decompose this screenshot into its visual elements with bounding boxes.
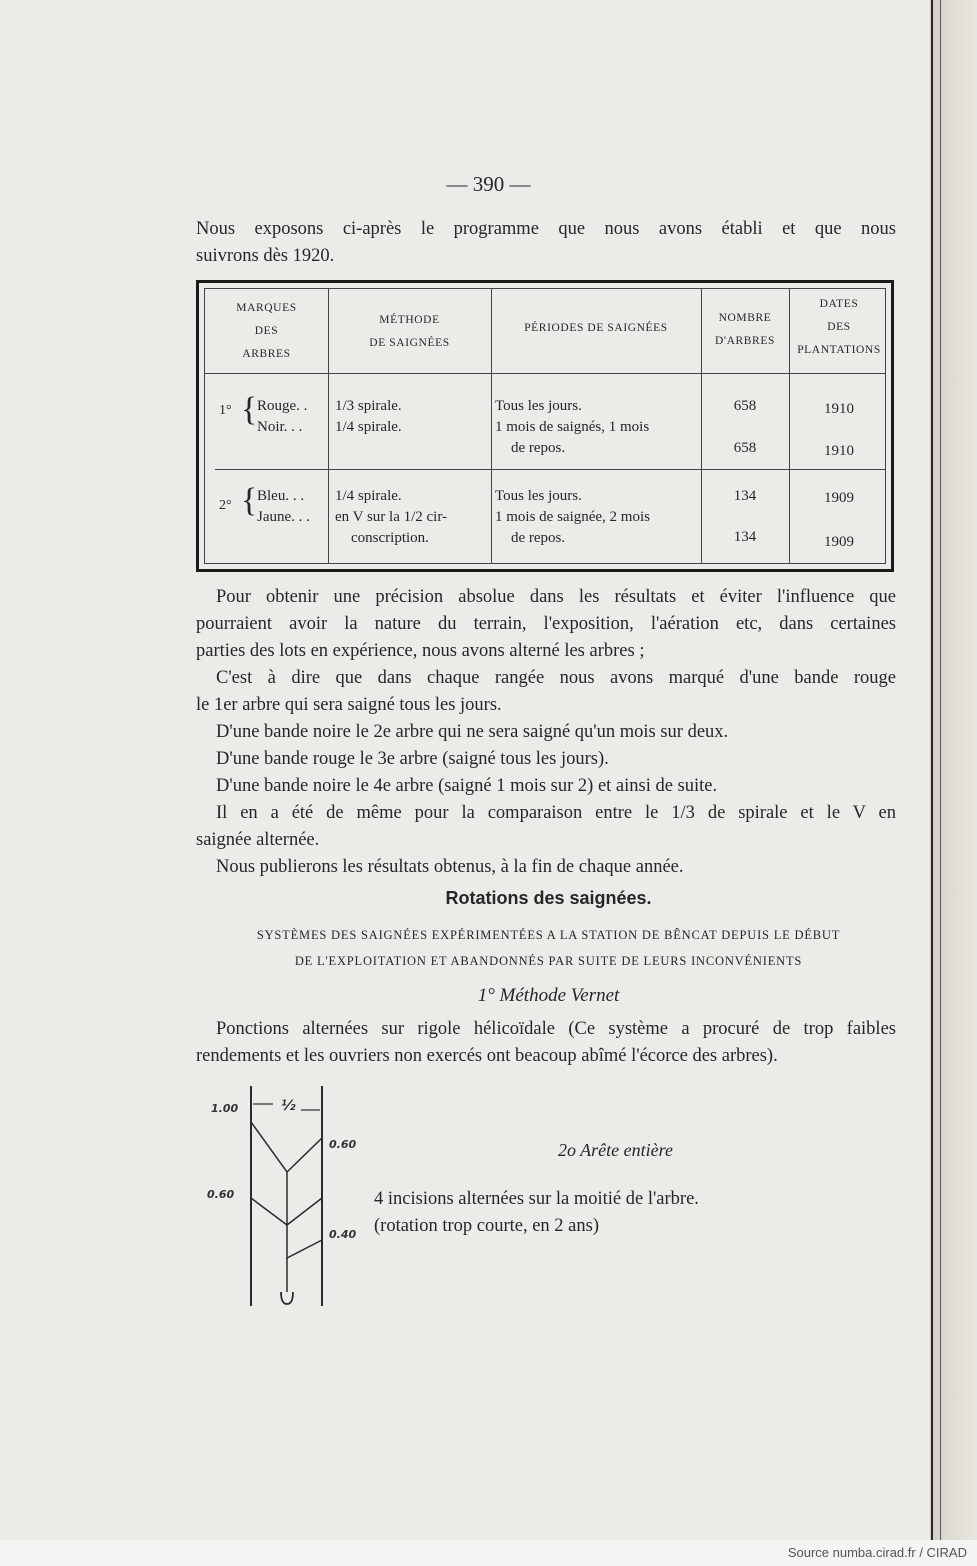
header-methode xyxy=(328,309,491,355)
text-line: Nous publierons les résultats obtenus, à la fin de chaque année. xyxy=(216,857,684,877)
method2-text xyxy=(374,1186,699,1240)
header-text: DES xyxy=(254,325,279,337)
header-text: PÉRIODES DE SAIGNÉES xyxy=(524,322,668,334)
header-text: DE SAIGNÉES xyxy=(369,337,450,349)
text-line: D'une bande rouge le 3e arbre (saigné tous les jours). xyxy=(216,749,609,769)
tree-marks xyxy=(257,486,329,528)
period: de repos. xyxy=(511,530,566,546)
vernet-diagram xyxy=(205,1080,375,1310)
header-dates xyxy=(789,293,889,362)
brace: { xyxy=(241,482,258,519)
period: Tous les jours. xyxy=(495,398,582,414)
tapping-program-table xyxy=(196,280,894,572)
text-line: D'une bande noire le 4e arbre (saigné 1 mois sur 2) et ainsi de suite. xyxy=(216,776,718,796)
header-periodes xyxy=(491,317,701,340)
diagram-label: 0.40 xyxy=(329,1228,357,1241)
text-line: Pour obtenir une précision absolue dans les résultats et éviter l'influence que xyxy=(216,587,896,607)
table-frame xyxy=(204,288,886,564)
group-number: 1° xyxy=(219,403,232,418)
mark: Jaune. . . xyxy=(257,509,310,525)
method1-title: 1° Méthode Vernet xyxy=(477,985,620,1006)
diagram-label: 1.00 xyxy=(211,1102,239,1115)
header-text: D'ARBRES xyxy=(715,335,775,347)
header-text: PLANTATIONS xyxy=(797,344,881,356)
header-divider xyxy=(205,373,885,374)
header-text: NOMBRE xyxy=(718,312,772,324)
count: 658 xyxy=(733,398,757,414)
method: 1/3 spirale. xyxy=(335,398,402,414)
count: 134 xyxy=(733,488,757,504)
body-text xyxy=(196,584,896,881)
text-line: D'une bande noire le 2e arbre qui ne sera saigné qu'un mois sur deux. xyxy=(216,722,729,742)
row-divider xyxy=(215,469,885,470)
mark: Rouge. . xyxy=(257,398,308,414)
method1-text xyxy=(196,1016,896,1070)
period: Tous les jours. xyxy=(495,488,582,504)
text-line: pourraient avoir la nature du terrain, l'exposition, l'aération etc, dans certaines xyxy=(196,614,896,634)
brace: { xyxy=(241,391,258,428)
intro-paragraph xyxy=(196,216,896,270)
incision-line xyxy=(287,1225,322,1258)
diagram-label: 0.60 xyxy=(207,1188,235,1201)
binding-line xyxy=(931,0,933,1540)
date: 1909 xyxy=(824,490,854,506)
binding-line xyxy=(940,0,941,1540)
methods xyxy=(335,486,493,549)
method: 1/4 spirale. xyxy=(335,419,402,435)
count: 134 xyxy=(733,529,757,545)
mark: Noir. . . xyxy=(257,419,303,435)
header-text: ARBRES xyxy=(242,348,291,360)
source-credit: Source numba.cirad.fr / CIRAD xyxy=(787,1545,967,1560)
section-subtitle-line: DE L'EXPLOITATION ET ABANDONNÉS PAR SUITE DE LEURS INCONVÉNIENTS xyxy=(294,954,803,968)
method: 1/4 spirale. xyxy=(335,488,402,504)
text-line: Il en a été de même pour la comparaison entre le 1/3 de spirale et le V en xyxy=(216,803,896,823)
text-line: parties des lots en expérience, nous avons alterné les arbres ; xyxy=(196,641,645,661)
header-nombre xyxy=(701,307,789,353)
text-line: rendements et les ouvriers non exercés ont beacoup abîmé l'écorce des arbres). xyxy=(196,1046,778,1066)
text-line: C'est à dire que dans chaque rangée nous avons marqué d'une bande rouge xyxy=(216,668,896,688)
text-line: saignée alternée. xyxy=(196,830,320,850)
text-line: Ponctions alternées sur rigole hélicoïdale (Ce système a procuré de trop faibles xyxy=(216,1019,896,1039)
methods xyxy=(335,396,485,438)
header-text: DES xyxy=(827,321,851,333)
periods xyxy=(495,486,700,549)
period: de repos. xyxy=(511,440,566,456)
text-line: Nous exposons ci-après le programme que nous avons établi et que nous xyxy=(196,219,896,239)
tree-marks xyxy=(257,396,327,438)
text-line: (rotation trop courte, en 2 ans) xyxy=(374,1216,600,1236)
period: 1 mois de saignée, 2 mois xyxy=(495,509,650,525)
text-line: le 1er arbre qui sera saigné tous les jours. xyxy=(196,695,502,715)
header-text: DATES xyxy=(819,298,859,310)
group-number: 2° xyxy=(219,498,232,513)
section-title: Rotations des saignées. xyxy=(445,888,652,908)
date: 1910 xyxy=(824,443,854,459)
page-edge xyxy=(930,0,977,1540)
text-line: 4 incisions alternées sur la moitié de l'arbre. xyxy=(374,1189,699,1209)
collection-cup xyxy=(281,1292,293,1304)
date: 1910 xyxy=(824,401,854,417)
header-text: MÉTHODE xyxy=(379,314,440,326)
diagram-label: ½ xyxy=(281,1098,296,1114)
page-number: — 390 — xyxy=(446,172,531,196)
diagram-label: 0.60 xyxy=(329,1138,357,1151)
incision-line xyxy=(251,1122,322,1172)
mark: Bleu. . . xyxy=(257,488,305,504)
method2-title: 2o Arête entière xyxy=(558,1140,673,1160)
header-marques xyxy=(205,297,328,366)
method: conscription. xyxy=(351,530,429,546)
method: en V sur la 1/2 cir- xyxy=(335,509,448,525)
section-subtitle-line: SYSTÈMES DES SAIGNÉES EXPÉRIMENTÉES A LA STATION DE BÊNCAT DEPUIS LE DÉBUT xyxy=(256,928,841,942)
periods xyxy=(495,396,700,459)
period: 1 mois de saignés, 1 mois xyxy=(495,419,650,435)
header-text: MARQUES xyxy=(236,302,297,314)
count: 658 xyxy=(733,440,757,456)
text-line: suivrons dès 1920. xyxy=(196,246,335,266)
date: 1909 xyxy=(824,534,854,550)
